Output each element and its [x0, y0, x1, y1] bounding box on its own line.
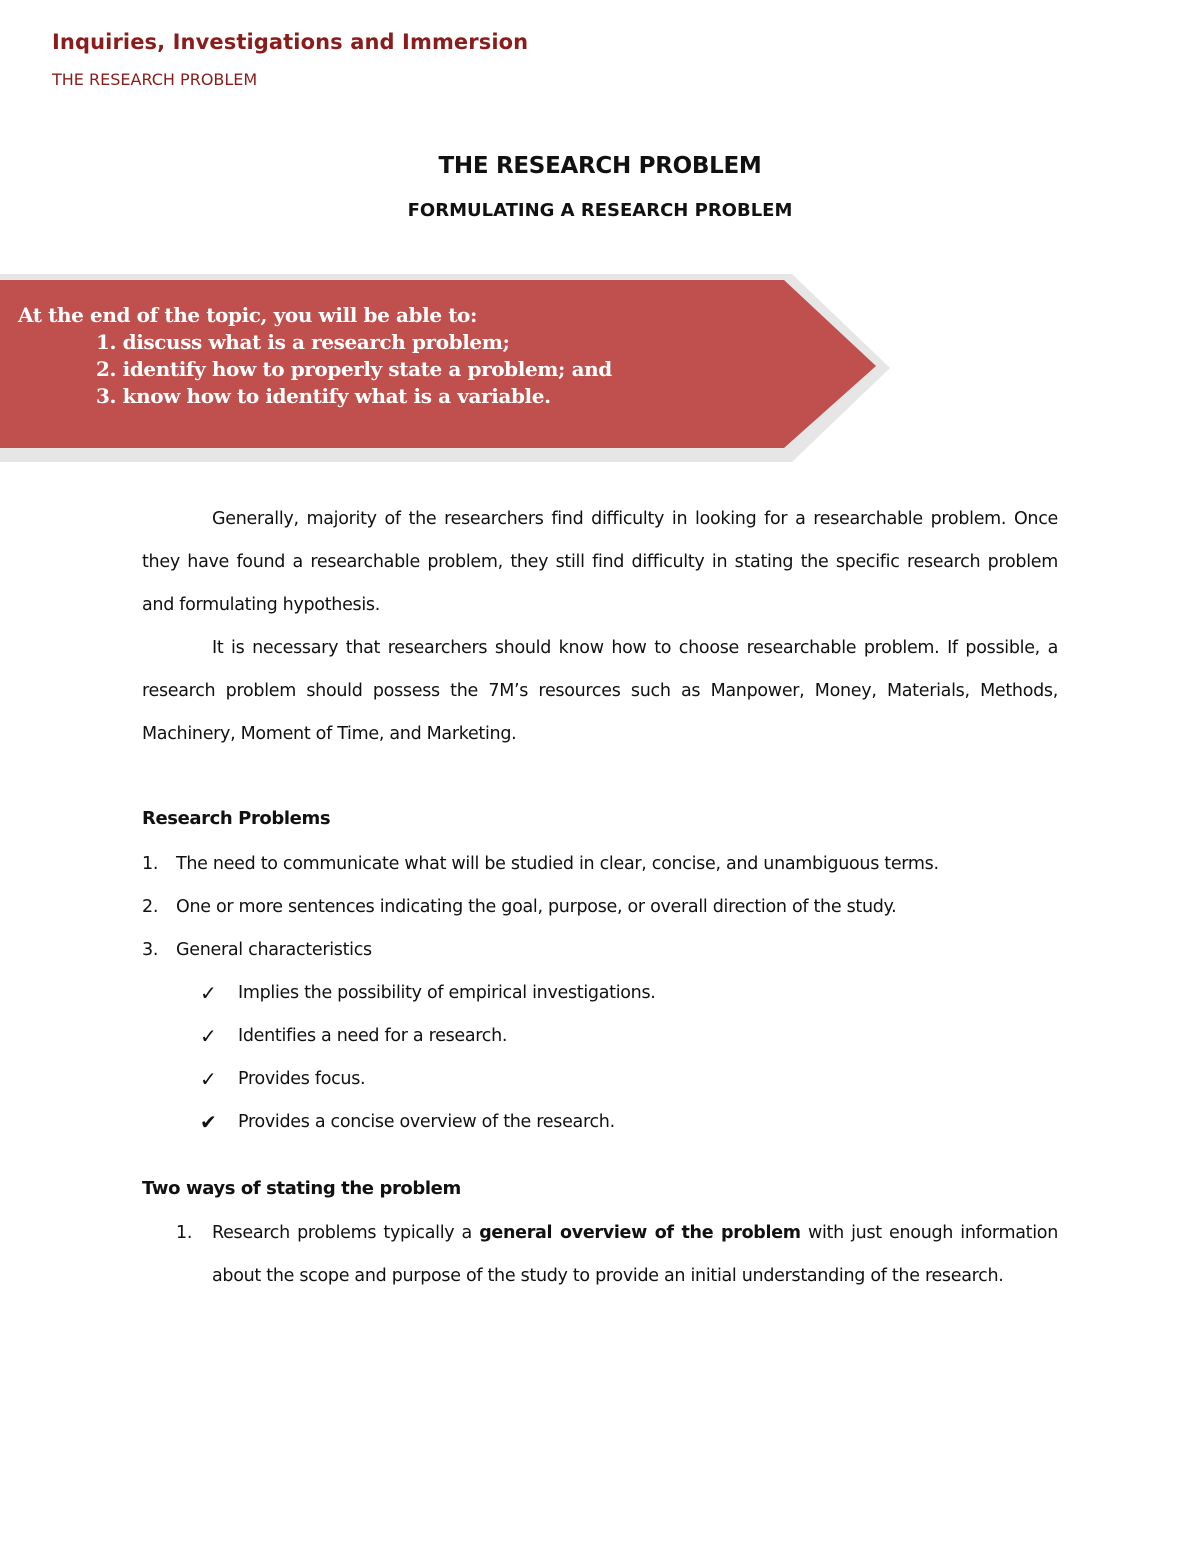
check-mark-icon: ✓: [200, 1024, 217, 1048]
section-heading-two-ways: Two ways of stating the problem: [142, 1178, 461, 1199]
objective-item: 3. know how to identify what is a variable.: [96, 384, 551, 408]
list-text: The need to communicate what will be studied in clear, concise, and unambiguous terms.: [176, 854, 939, 874]
text-run: Research problems typically a: [212, 1223, 480, 1243]
topic-header: THE RESEARCH PROBLEM: [52, 70, 258, 89]
paragraph: It is necessary that researchers should know how to choose researchable problem. If possible, a research problem should possess the 7M’s resources such as Manpower, Money, Materials, Methods, Machinery, Moment of Time, and Marketing.: [142, 638, 1058, 744]
check-mark-icon: ✔: [200, 1110, 217, 1134]
page-subtitle: FORMULATING A RESEARCH PROBLEM: [407, 200, 793, 221]
research-problems-list: [142, 843, 1058, 972]
intro-paragraphs: [142, 498, 1058, 756]
list-text: Identifies a need for a research.: [238, 1026, 508, 1046]
paragraph: Generally, majority of the researchers find difficulty in looking for a researchable problem. Once they have found a researchable problem, they still find difficulty in stating the specific research problem and formulating hypothesis.: [142, 509, 1058, 615]
list-number: 3.: [142, 940, 159, 960]
objective-item: 1. discuss what is a research problem;: [96, 330, 510, 354]
page-title: THE RESEARCH PROBLEM: [438, 153, 762, 179]
list-number: 1.: [142, 854, 159, 874]
list-text: Provides a concise overview of the research.: [238, 1112, 615, 1132]
objective-item: 2. identify how to properly state a problem; and: [96, 357, 612, 381]
list-number: 2.: [142, 897, 159, 917]
check-mark-icon: ✓: [200, 981, 217, 1005]
course-title: Inquiries, Investigations and Immersion: [52, 30, 529, 54]
objectives-intro: At the end of the topic, you will be able to:: [18, 303, 477, 327]
list-text: One or more sentences indicating the goal, purpose, or overall direction of the study.: [176, 897, 897, 917]
objectives-text: [18, 302, 612, 410]
list-item: [142, 843, 1058, 886]
section-heading-research-problems: Research Problems: [142, 808, 331, 829]
list-number: 1.: [176, 1223, 193, 1243]
list-text: [212, 1212, 1058, 1298]
list-text: Implies the possibility of empirical investigations.: [238, 983, 656, 1003]
list-item: [142, 886, 1058, 929]
bold-text-run: general overview of the problem: [479, 1223, 801, 1243]
list-text: General characteristics: [176, 940, 372, 960]
list-item: [142, 929, 1058, 972]
list-text: Provides focus.: [238, 1069, 366, 1089]
text-run: with just enough information about the scope and purpose of the study to provide an initial understanding of the research.: [212, 1223, 1058, 1286]
check-mark-icon: ✓: [200, 1067, 217, 1091]
